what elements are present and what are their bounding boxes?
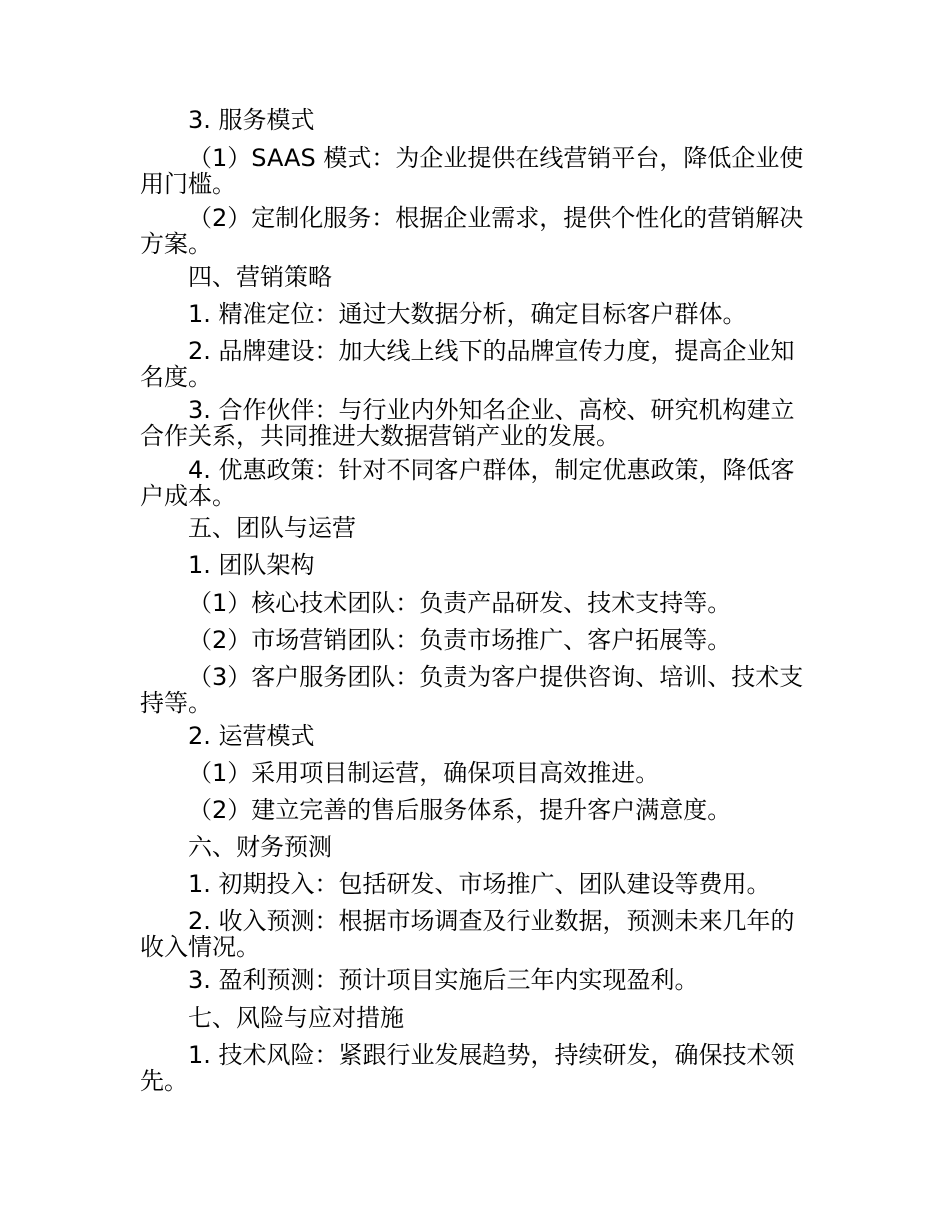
paragraph-project-operation: （1）采用项目制运营，确保项目高效推进。 (188, 759, 660, 787)
paragraph-after-sales: （2）建立完善的售后服务体系，提升客户满意度。 (188, 796, 732, 824)
paragraph-profit-forecast: 3. 盈利预测：预计项目实施后三年内实现盈利。 (188, 966, 699, 994)
paragraph-marketing-team: （2）市场营销团队：负责市场推广、客户拓展等。 (188, 626, 732, 654)
paragraph-partners: 3. 合作伙伴：与行业内外知名企业、高校、研究机构建立合作关系，共同推进大数据营销产业的发展。 (140, 396, 795, 450)
paragraph-initial-investment: 1. 初期投入：包括研发、市场推广、团队建设等费用。 (188, 870, 771, 898)
paragraph-saas-model: （1）SAAS 模式：为企业提供在线营销平台，降低企业使用门槛。 (140, 144, 804, 198)
subheading-operation-model: 2. 运营模式 (188, 722, 315, 750)
paragraph-customer-service-team: （3）客户服务团队：负责为客户提供咨询、培训、技术支持等。 (140, 663, 804, 717)
section-heading-risk-measures: 七、风险与应对措施 (188, 1004, 404, 1032)
paragraph-core-tech-team: （1）核心技术团队：负责产品研发、技术支持等。 (188, 589, 732, 617)
paragraph-technical-risk: 1. 技术风险：紧跟行业发展趋势，持续研发，确保技术领先。 (140, 1041, 795, 1095)
subheading-team-structure: 1. 团队架构 (188, 551, 315, 579)
paragraph-custom-service: （2）定制化服务：根据企业需求，提供个性化的营销解决方案。 (140, 204, 804, 258)
section-heading-service-model: 3. 服务模式 (188, 106, 315, 134)
paragraph-precise-positioning: 1. 精准定位：通过大数据分析，确定目标客户群体。 (188, 300, 747, 328)
paragraph-preferential-policy: 4. 优惠政策：针对不同客户群体，制定优惠政策，降低客户成本。 (140, 456, 795, 510)
paragraph-brand-building: 2. 品牌建设：加大线上线下的品牌宣传力度，提高企业知名度。 (140, 337, 795, 391)
paragraph-revenue-forecast: 2. 收入预测：根据市场调查及行业数据，预测未来几年的收入情况。 (140, 907, 795, 961)
section-heading-team-operation: 五、团队与运营 (188, 514, 356, 542)
section-heading-marketing-strategy: 四、营销策略 (188, 263, 332, 291)
section-heading-financial-forecast: 六、财务预测 (188, 833, 332, 861)
